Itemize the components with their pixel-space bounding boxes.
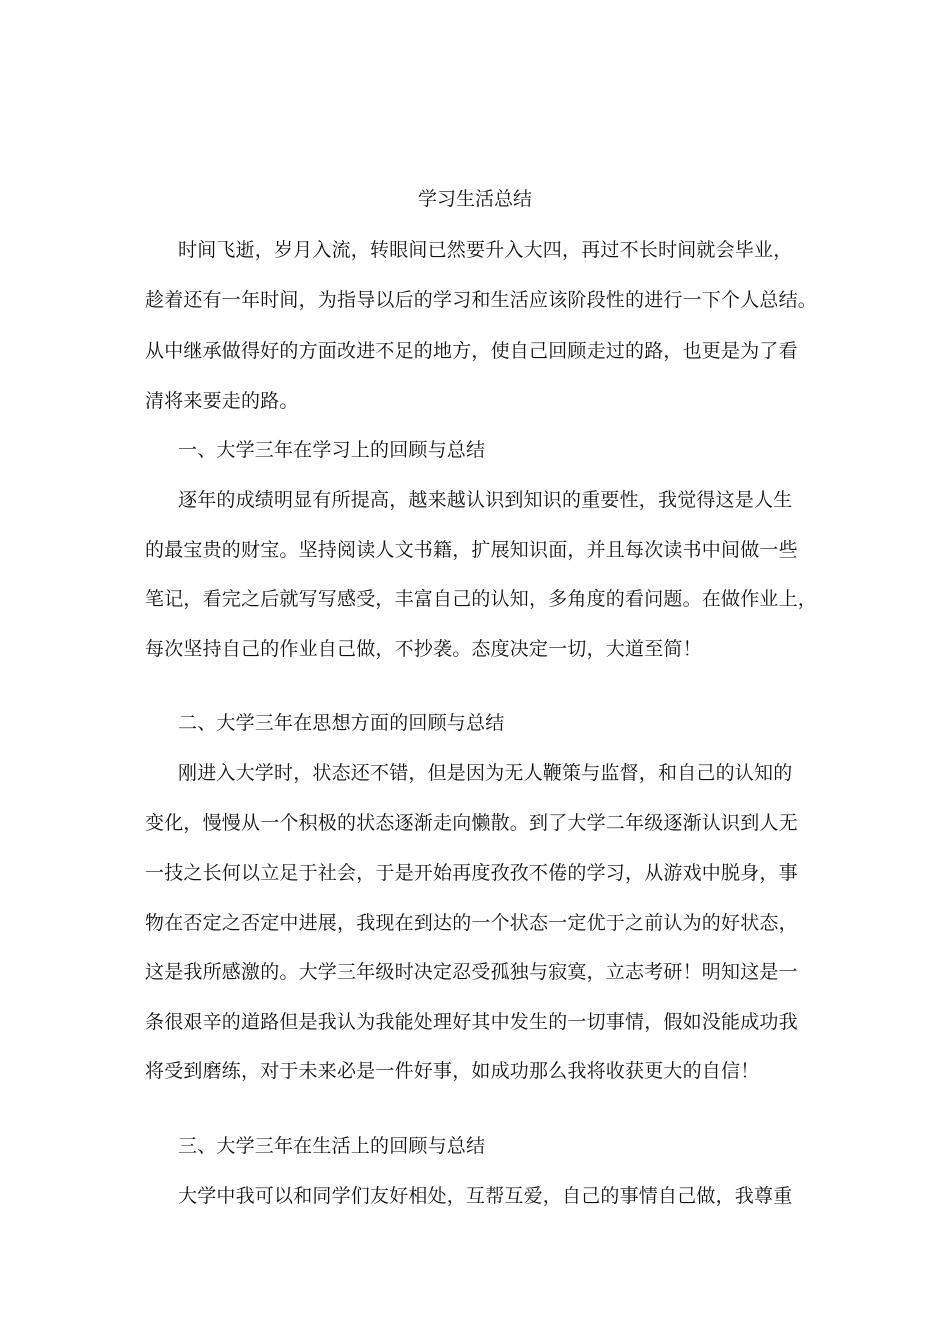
document-title: 学习生活总结: [417, 188, 532, 210]
paragraph-1-line-4: 清将来要走的路。: [145, 390, 299, 412]
paragraph-2-line-2: 的最宝贵的财宝。坚持阅读人文书籍，扩展知识面，并且每次读书中间做一些: [145, 539, 798, 561]
paragraph-3-line-2: 变化，慢慢从一个积极的状态逐渐走向懒散。到了大学二年级逐渐认识到人无: [145, 812, 798, 834]
paragraph-4-line-1: 大学中我可以和同学们友好相处，互帮互爱，自己的事情自己做，我尊重: [178, 1185, 793, 1207]
paragraph-3-line-5: 这是我所感激的。大学三年级时决定忍受孤独与寂寞，立志考研！明知这是一: [145, 961, 798, 983]
paragraph-2-line-1: 逐年的成绩明显有所提高，越来越认识到知识的重要性，我觉得这是人生: [178, 489, 793, 511]
paragraph-2-line-3: 笔记，看完之后就写写感受，丰富自己的认知，多角度的看问题。在做作业上，: [145, 588, 818, 610]
section-heading-study: 一、大学三年在学习上的回顾与总结: [178, 439, 486, 461]
paragraph-1-line-3: 从中继承做得好的方面改进不足的地方，使自己回顾走过的路，也更是为了看: [145, 340, 798, 362]
paragraph-3-line-1: 刚进入大学时，状态还不错，但是因为无人鞭策与监督，和自己的认知的: [178, 762, 793, 784]
section-heading-life: 三、大学三年在生活上的回顾与总结: [178, 1135, 486, 1157]
paragraph-1-line-1: 时间飞逝，岁月入流，转眼间已然要升入大四，再过不长时间就会毕业，: [178, 239, 793, 261]
paragraph-2-line-4: 每次坚持自己的作业自己做，不抄袭。态度决定一切，大道至简！: [145, 638, 702, 660]
paragraph-3-line-7: 将受到磨练，对于未来必是一件好事，如成功那么我将收获更大的自信！: [145, 1060, 760, 1082]
paragraph-1-line-2: 趁着还有一年时间，为指导以后的学习和生活应该阶段性的进行一下个人总结。: [145, 289, 818, 311]
section-heading-thought: 二、大学三年在思想方面的回顾与总结: [178, 712, 505, 734]
paragraph-3-line-6: 条很艰辛的道路但是我认为我能处理好其中发生的一切事情，假如没能成功我: [145, 1011, 798, 1033]
paragraph-3-line-3: 一技之长何以立足于社会，于是开始再度孜孜不倦的学习，从游戏中脱身，事: [145, 862, 798, 884]
paragraph-3-line-4: 物在否定之否定中进展，我现在到达的一个状态一定优于之前认为的好状态，: [145, 912, 798, 934]
